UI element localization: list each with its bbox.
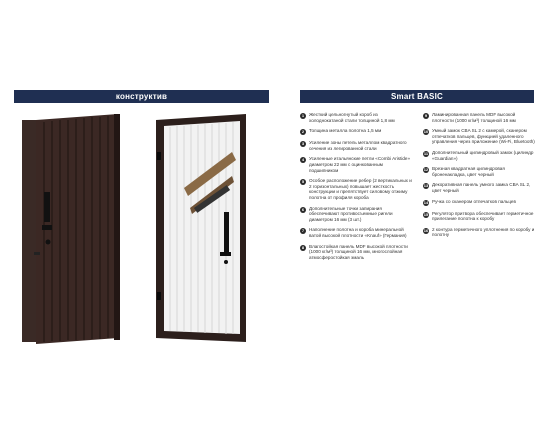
feature-item	[300, 112, 412, 123]
feature-number: 9	[424, 113, 428, 118]
feature-text: Влагостойкая панель MDF высокой плотности (1000 кг/м³) толщиной 16 мм, многослойная атмосферостойкая эмаль	[309, 243, 408, 260]
feature-number: 14	[423, 199, 429, 205]
feature-item	[300, 140, 412, 151]
feature-text: Ламинированная панель MDF высокой плотности (1000 кг/м³) толщиной 16 мм	[432, 112, 516, 123]
feature-item	[300, 206, 412, 223]
feature-text: Врезная квадратная цилиндровая броненакладка, цвет черный	[432, 166, 505, 177]
feature-text: Усиление зоны петель металлом квадратного сечения из легированной стали	[309, 140, 407, 151]
feature-number: 6	[301, 206, 305, 212]
section-title-construction	[14, 90, 269, 103]
feature-text: Особое расположение ребер (2 вертикальных и 2 горизонтальных) повышает жесткость конструкции и препятствует силовому отжиму полотна от профиля короба	[309, 178, 412, 200]
feature-number: 12	[423, 167, 429, 173]
section-title-text: Smart BASIC	[391, 92, 443, 101]
feature-number: 7	[301, 228, 305, 234]
exterior-door-image	[22, 114, 120, 344]
interior-door-image	[156, 114, 246, 342]
feature-text: Умный замок CBA SL 2 с камерой, сканером отпечатков пальцев, функцией удаленного управления через приложение (Wi-Fi, Bluetooth)	[432, 128, 535, 145]
section-title-text: конструктив	[115, 92, 168, 101]
section-title-model	[300, 90, 534, 103]
feature-item	[423, 211, 535, 222]
feature-item	[300, 128, 412, 135]
feature-number: 1	[301, 113, 305, 118]
feature-text: Толщина металла полотна 1,5 мм	[309, 128, 382, 134]
feature-item	[300, 156, 412, 173]
feature-number: 8	[301, 244, 305, 250]
feature-text: Дополнительный цилиндровый замок (цилиндр «Guardian»)	[432, 149, 534, 161]
features-column-right	[423, 112, 535, 243]
feature-number: 4	[301, 157, 305, 163]
feature-item	[300, 178, 412, 200]
feature-item	[300, 244, 412, 261]
feature-number: 2	[301, 129, 305, 135]
feature-number: 10	[423, 129, 429, 135]
feature-number: 3	[301, 141, 305, 147]
door-illustration	[14, 112, 269, 348]
feature-item	[423, 227, 535, 238]
feature-item	[300, 227, 412, 238]
feature-text: Жесткий цельногнутый короб из холоднокатаной стали толщиной 1,8 мм	[309, 112, 395, 123]
feature-number: 13	[423, 183, 429, 189]
feature-item	[423, 150, 535, 161]
feature-item	[423, 112, 535, 123]
features-column-left	[300, 112, 412, 265]
feature-number: 15	[423, 211, 429, 217]
feature-item	[423, 128, 535, 145]
feature-item	[423, 199, 535, 206]
feature-text: Дополнительные точки запирания обеспечивают противосъемные ригели диаметром 16 мм (3 шт.)	[309, 205, 393, 222]
feature-text: Декоративная панель умного замка CBA SL 2, цвет черный	[432, 182, 531, 193]
feature-text: Регулятор притвора обеспечивает герметичное прилегание полотна к коробу	[432, 210, 534, 222]
feature-text: 2 контура герметичного уплотнения по коробу и полотну	[432, 226, 535, 238]
feature-text: Усиленные итальянские петли «Combi Aristide» диаметром 22 мм с оцинкованным подшипником	[309, 156, 411, 173]
feature-text: Ручка со сканером отпечатков пальцев	[432, 198, 516, 204]
feature-item	[423, 166, 535, 177]
feature-text: Наполнение полотна и короба минеральной ватой высокой плотности «Knauf» (Германия)	[309, 227, 407, 238]
feature-item	[423, 182, 535, 193]
feature-number: 11	[423, 150, 429, 156]
feature-number: 16	[423, 227, 429, 233]
feature-number: 5	[301, 179, 305, 185]
